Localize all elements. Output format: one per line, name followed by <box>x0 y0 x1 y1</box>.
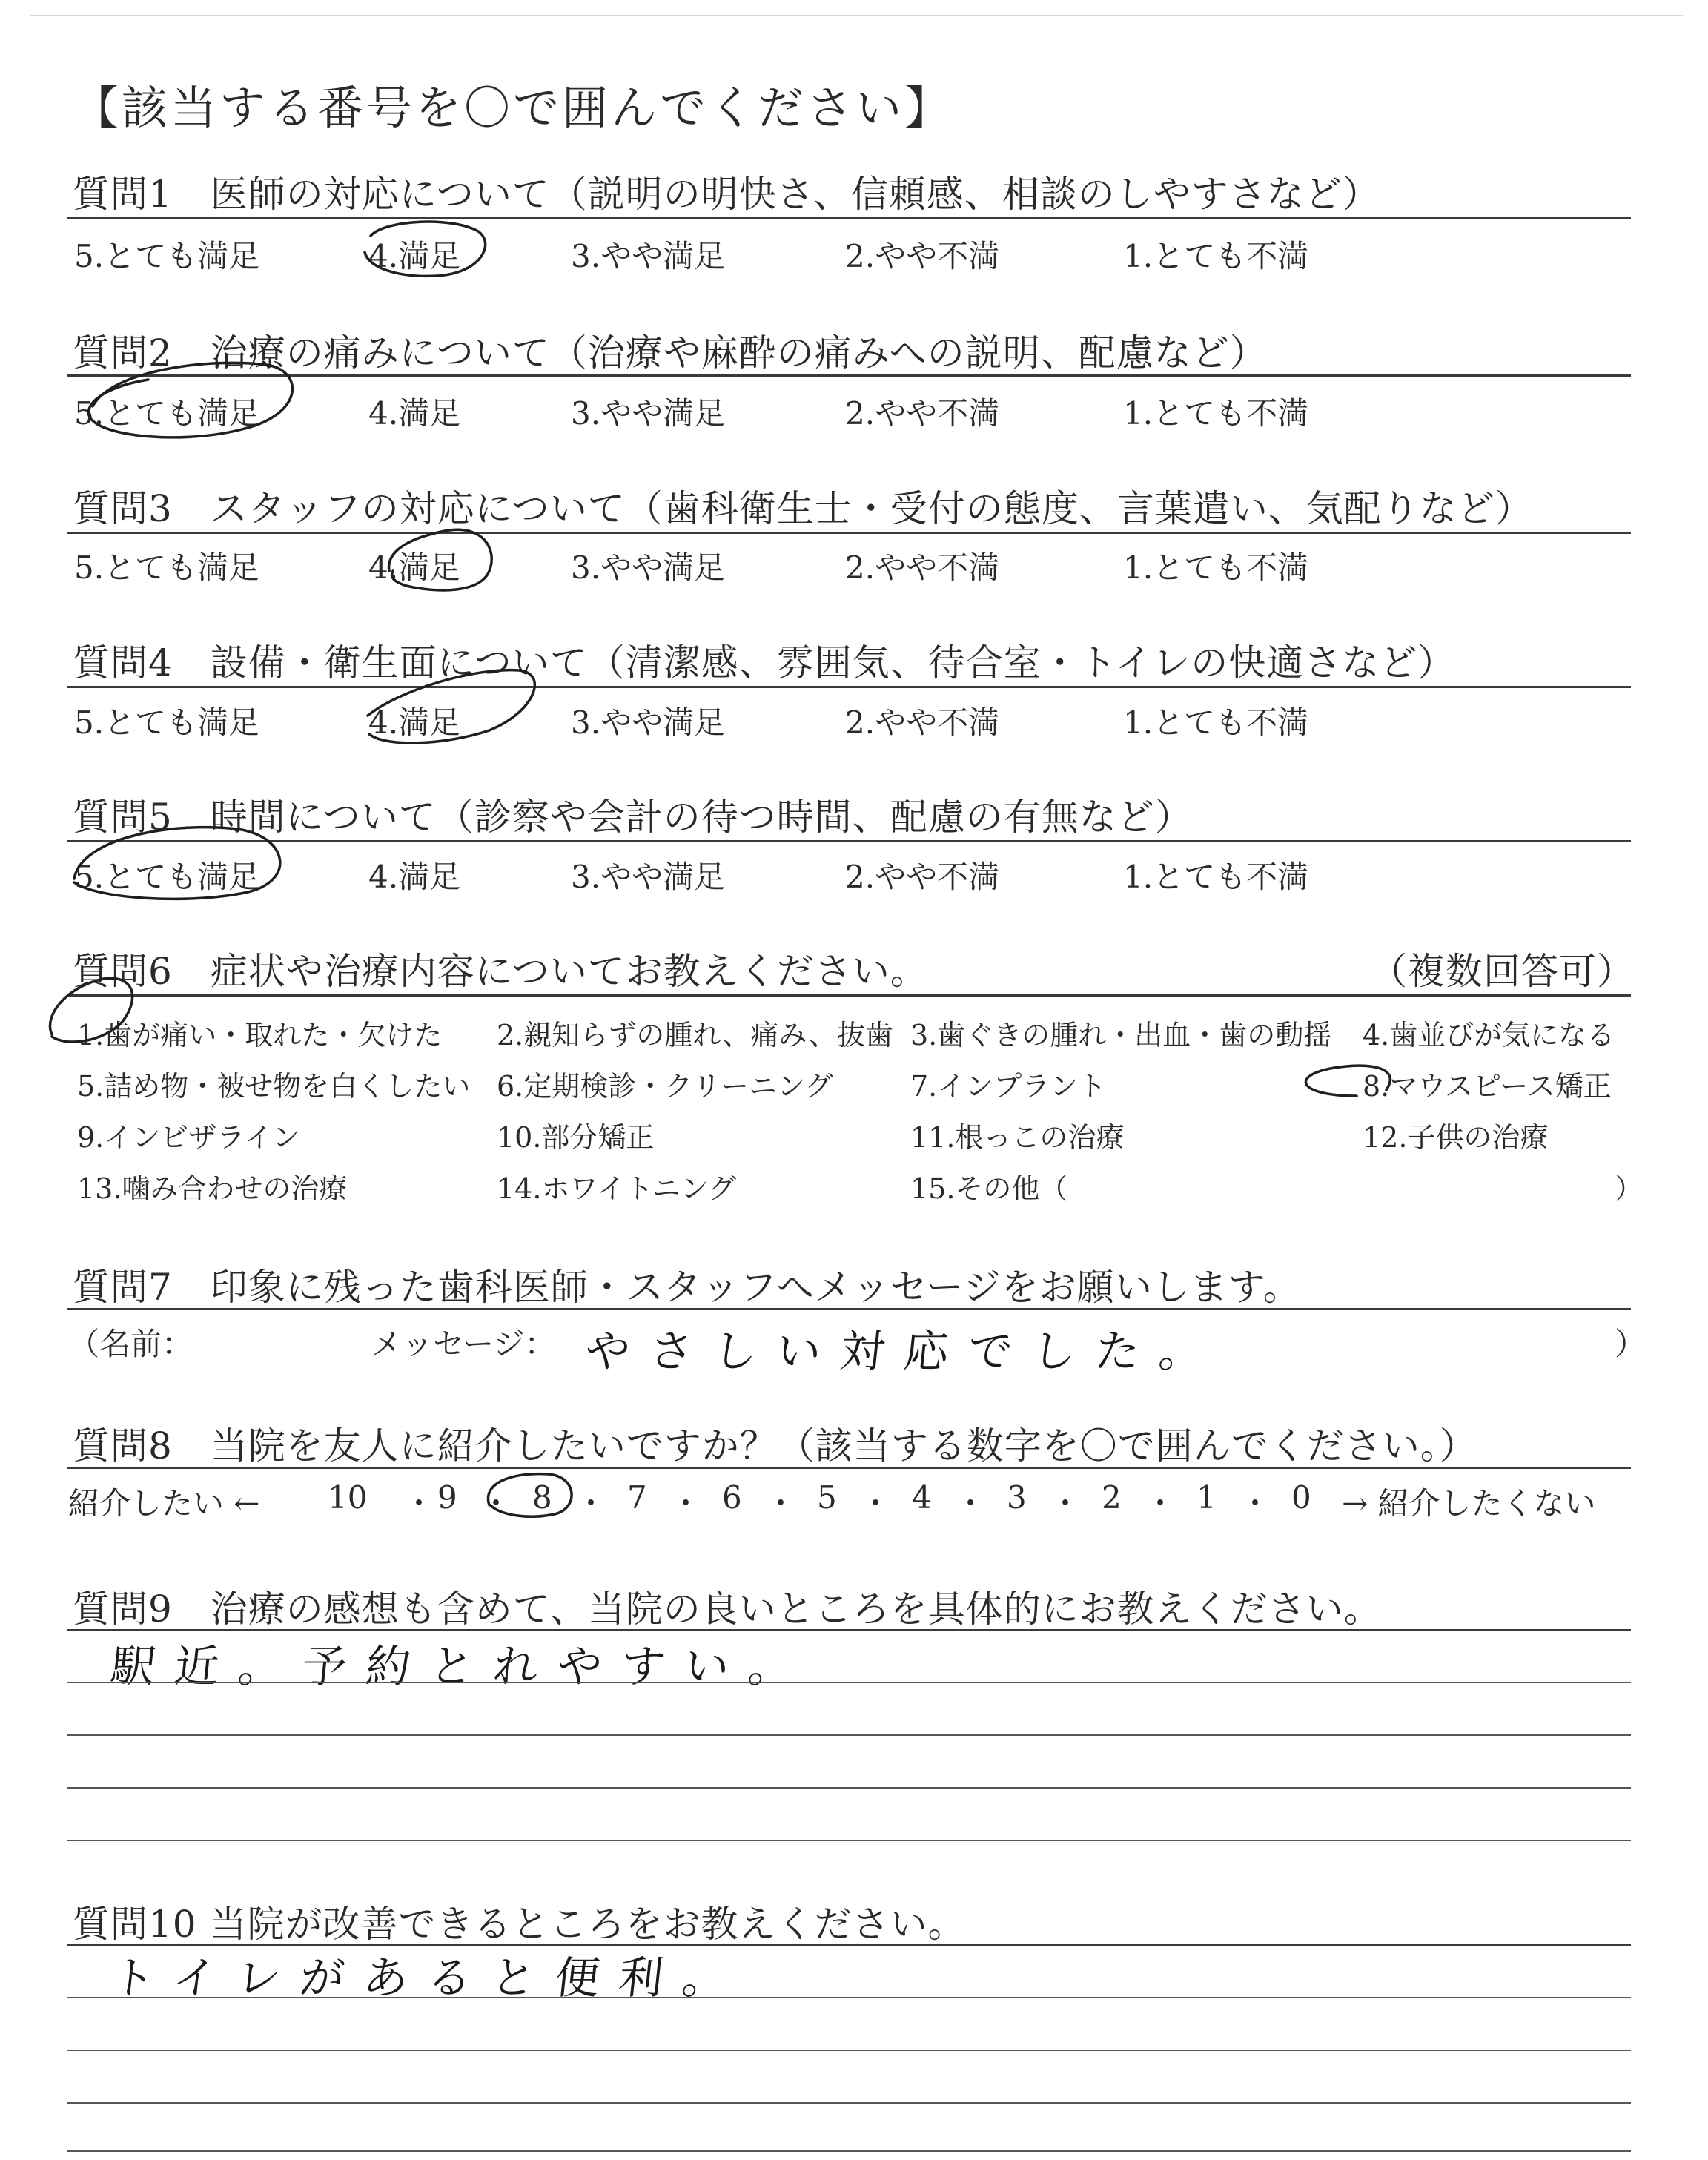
q7-close-paren: ） <box>1615 1326 1646 1362</box>
q2-option-2[interactable]: 2.やや不満 <box>845 395 1000 432</box>
q9-answer-handwritten[interactable]: 駅近。予約とれやすい。 <box>107 1641 815 1693</box>
q9-label: 質問9 治療の感想も含めて、当院の良いところを具体的にお教えください。 <box>73 1588 1382 1631</box>
q6-option-5[interactable]: 5.詰め物・被せ物を白くしたい <box>77 1070 471 1103</box>
q8-sep: ・ <box>860 1485 892 1522</box>
q8-sep: ・ <box>765 1485 797 1522</box>
q8-score-1[interactable]: 1 <box>1196 1479 1217 1516</box>
q2-option-3[interactable]: 3.やや満足 <box>571 395 726 432</box>
q9-answer-line <box>67 1682 1631 1683</box>
q9-answer-line <box>67 1787 1631 1789</box>
q6-option-15[interactable]: 15.その他（ <box>910 1172 1068 1205</box>
q8-score-7[interactable]: 7 <box>627 1479 647 1516</box>
q1-rule <box>67 217 1631 219</box>
q8-sep: ・ <box>403 1485 435 1522</box>
q7-name-label: （名前： <box>68 1326 193 1362</box>
q2-label: 質問2 治療の痛みについて（治療や麻酔の痛みへの説明、配慮など） <box>73 331 1268 374</box>
q6-label: 質問6 症状や治療内容についてお教えください。 <box>73 950 928 993</box>
q7-label: 質問7 印象に残った歯科医師・スタッフへメッセージをお願いします。 <box>73 1266 1301 1309</box>
q4-option-2[interactable]: 2.やや不満 <box>845 704 1000 741</box>
q4-rule <box>67 686 1631 688</box>
q10-label: 質問10 当院が改善できるところをお教えください。 <box>73 1903 966 1946</box>
q9-answer-line <box>67 1734 1631 1736</box>
q8-right-label: → 紹介したくない <box>1342 1485 1596 1522</box>
q6-option-13[interactable]: 13.噛み合わせの治療 <box>77 1172 348 1205</box>
q5-rule <box>67 840 1631 842</box>
q8-score-6[interactable]: 6 <box>722 1479 742 1516</box>
q6-multi-answer-note: （複数回答可） <box>1370 950 1635 993</box>
q8-score-2[interactable]: 2 <box>1102 1479 1122 1516</box>
q5-option-1[interactable]: 1.とても不満 <box>1123 859 1309 895</box>
q7-message-label: メッセージ： <box>371 1326 556 1362</box>
q3-option-4[interactable]: 4.満足 <box>368 549 461 586</box>
q5-option-5[interactable]: 5.とても満足 <box>74 859 260 895</box>
q3-option-1[interactable]: 1.とても不満 <box>1123 549 1309 586</box>
q2-option-4[interactable]: 4.満足 <box>368 395 461 432</box>
q7-rule <box>67 1308 1631 1310</box>
q2-rule <box>67 374 1631 377</box>
q5-label: 質問5 時間について（診察や会計の待つ時間、配慮の有無など） <box>73 796 1193 839</box>
q8-sep: ・ <box>575 1485 607 1522</box>
q8-left-label: 紹介したい ← <box>68 1485 260 1522</box>
q1-option-4[interactable]: 4.満足 <box>368 238 461 274</box>
q6-option-14[interactable]: 14.ホワイトニング <box>497 1172 737 1205</box>
q10-answer-handwritten[interactable]: トイレがあると便利。 <box>107 1952 749 2004</box>
q6-option-7[interactable]: 7.インプラント <box>910 1070 1107 1103</box>
q10-answer-line <box>67 2102 1631 2104</box>
q4-option-1[interactable]: 1.とても不満 <box>1123 704 1309 741</box>
q3-label: 質問3 スタッフの対応について（歯科衛生士・受付の態度、言葉遣い、気配りなど） <box>73 487 1533 530</box>
q6-option-1[interactable]: 1.歯が痛い・取れた・欠けた <box>77 1019 443 1051</box>
q8-score-9[interactable]: 9 <box>437 1479 457 1516</box>
q8-score-4[interactable]: 4 <box>912 1479 932 1516</box>
q1-option-5[interactable]: 5.とても満足 <box>74 238 260 274</box>
page-title: 【該当する番号を〇で囲んでください】 <box>73 81 954 135</box>
q1-option-3[interactable]: 3.やや満足 <box>571 238 726 274</box>
q8-sep: ・ <box>1050 1485 1082 1522</box>
q4-option-5[interactable]: 5.とても満足 <box>74 704 260 741</box>
q7-message-handwritten[interactable]: やさしい対応でした。 <box>582 1326 1226 1378</box>
q10-answer-line <box>67 2050 1631 2051</box>
q6-rule <box>67 994 1631 997</box>
q6-option-15-close: ） <box>1615 1172 1644 1205</box>
q8-sep: ・ <box>670 1485 702 1522</box>
q8-score-5[interactable]: 5 <box>817 1479 837 1516</box>
q8-sep: ・ <box>955 1485 987 1522</box>
q10-answer-line <box>67 1997 1631 1998</box>
q6-option-4[interactable]: 4.歯並びが気になる <box>1363 1019 1615 1051</box>
q8-sep: ・ <box>1239 1485 1271 1522</box>
q6-option-11[interactable]: 11.根っこの治療 <box>910 1121 1125 1154</box>
q3-option-3[interactable]: 3.やや満足 <box>571 549 726 586</box>
q8-label: 質問8 当院を友人に紹介したいですか？（該当する数字を〇で囲んでください。） <box>73 1424 1477 1467</box>
q5-option-3[interactable]: 3.やや満足 <box>571 859 726 895</box>
q8-sep: ・ <box>1145 1485 1176 1522</box>
q2-option-5[interactable]: 5.とても満足 <box>74 395 260 432</box>
q6-option-6[interactable]: 6.定期検診・クリーニング <box>497 1070 833 1103</box>
q8-score-3[interactable]: 3 <box>1007 1479 1027 1516</box>
q6-option-8[interactable]: 8.マウスピース矯正 <box>1363 1070 1612 1103</box>
q8-score-8[interactable]: 8 <box>532 1479 552 1516</box>
scan-edge <box>30 15 1683 16</box>
q4-label: 質問4 設備・衛生面について（清潔感、雰囲気、待合室・トイレの快適さなど） <box>73 641 1456 684</box>
q6-option-2[interactable]: 2.親知らずの腫れ、痛み、抜歯 <box>497 1019 893 1051</box>
q3-rule <box>67 532 1631 534</box>
q5-option-2[interactable]: 2.やや不満 <box>845 859 1000 895</box>
q8-rule <box>67 1467 1631 1469</box>
q8-score-10[interactable]: 10 <box>328 1479 368 1516</box>
q3-option-2[interactable]: 2.やや不満 <box>845 549 1000 586</box>
q6-option-10[interactable]: 10.部分矯正 <box>497 1121 655 1154</box>
q10-answer-line <box>67 2150 1631 2152</box>
q9-answer-line <box>67 1840 1631 1841</box>
q5-option-4[interactable]: 4.満足 <box>368 859 461 895</box>
q1-label: 質問1 医師の対応について（説明の明快さ、信頼感、相談のしやすさなど） <box>73 173 1380 216</box>
q6-option-9[interactable]: 9.インビザライン <box>77 1121 301 1154</box>
q8-sep: ・ <box>480 1485 512 1522</box>
q2-option-1[interactable]: 1.とても不満 <box>1123 395 1309 432</box>
q4-option-3[interactable]: 3.やや満足 <box>571 704 726 741</box>
q4-option-4[interactable]: 4.満足 <box>368 704 461 741</box>
q8-score-0[interactable]: 0 <box>1291 1479 1311 1516</box>
q3-option-5[interactable]: 5.とても満足 <box>74 549 260 586</box>
q1-option-1[interactable]: 1.とても不満 <box>1123 238 1309 274</box>
q6-option-12[interactable]: 12.子供の治療 <box>1363 1121 1549 1154</box>
q6-option-3[interactable]: 3.歯ぐきの腫れ・出血・歯の動揺 <box>910 1019 1332 1051</box>
q1-option-2[interactable]: 2.やや不満 <box>845 238 1000 274</box>
